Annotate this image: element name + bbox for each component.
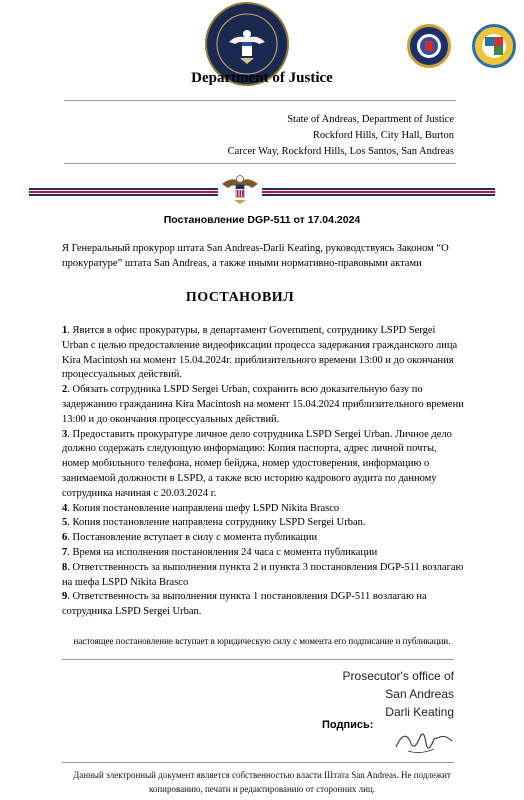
list-item: 7. Время на исполнения постановления 24 часа с момента публикации [62,546,378,558]
list-item: 4. Копия постановление направлена шефу LSPD Nikita Brasco [62,502,340,514]
list-item: 9. Ответственность за выполнения пункта 1 постановления DGP-511 возлагаю на сотрудника LSPD Sergei Urban. [62,591,427,618]
list-item: 2. Обязать сотрудника LSPD Sergei Urban, сохранить всю доказательную базу по задержанию гражданина Kira Macintosh на момент 15.04.2024 приблизительного времени 13:00 и до окончания процессуальных действий. [62,384,464,425]
list-item: 5. Копия постановление направлена сотруднику LSPD Sergei Urban. [62,517,366,529]
signature-label: Подпись: [322,719,374,731]
department-title: Department of Justice [191,70,333,86]
office-line: Darli Keating [385,705,454,719]
final-divider [62,659,454,660]
flag-divider [29,185,495,195]
address-divider [64,163,456,164]
footer-divider [62,762,454,763]
decree-heading: ПОСТАНОВИЛ [185,290,295,305]
office-line: San Andreas [385,687,454,701]
list-item: 6. Постановление вступает в силу с момента публикации [62,532,318,544]
fbi-seal-icon [407,24,451,68]
list-item: 3. Предоставить прокуратуре личное дело сотрудника LSPD Sergei Urban. Личное дело должно содержать следующую информацию: Копия паспорта, адрес личной почты, номер мобильного телефона, номер бейджа, номер удостоверения, информацию о занимаемой должности в LSPD, а также всю историю кадрового аудита по данному сотрудника начиная с 20.03.2024 г. [62,428,452,499]
decree-items [62,324,464,620]
list-item: 1. Явится в офис прокуратуры, в департамент Government, сотруднику LSPD Sergei Urban с целью предоставление видеофиксации процесса задержания гражданского лица Kira Macintosh на момент 15.04.2024г. приблизительного времени 13:00 и до окончания процессуальных действий. [62,325,458,381]
address-line: Rockford Hills, City Hall, Burton [312,130,454,141]
footer-line: копированию, печати и редактированию от сторонних лиц. [148,784,376,794]
header-divider [64,100,456,101]
footer-note [0,768,524,796]
office-block [343,667,454,721]
signature-image [390,725,460,761]
decree-intro: Я Генеральный прокурор штата San Andreas-Darli Keating, руководствуясь Законом “О прокуратуре” штата San Andreas, а также иными нормативно-правовыми актами [62,243,449,269]
eagle-icon [218,170,262,206]
list-item: 8. Ответственность за выполнения пункта 2 и пункта 3 постановления DGP-511 возлагаю на шефа LSPD Nikita Brasco [62,561,464,588]
address-line: Carcer Way, Rockford Hills, Los Santos, San Andreas [227,146,454,157]
decree-title: Постановление DGP-511 от 17.04.2024 [163,214,361,226]
address-block [228,112,454,160]
final-note: настоящее постановление вступает в юридическую силу с момента его подписание и публикации. [73,636,451,646]
city-seal-icon [472,24,516,68]
footer-line: Данный электронный документ является собственностью власти Штата San Andreas. Не подлежит [73,770,451,780]
office-line: Prosecutor's office of [342,669,454,683]
address-line: State of Andreas, Department of Justice [287,114,454,125]
